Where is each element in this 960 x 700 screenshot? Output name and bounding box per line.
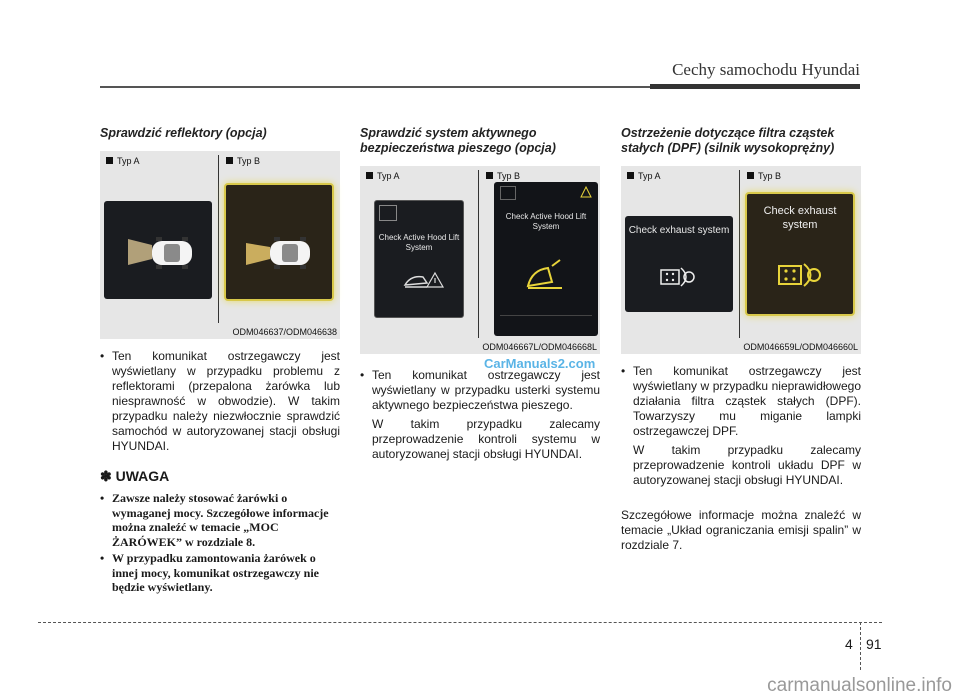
section-title: Sprawdzić system aktywnego bezpieczeństwa pieszego (opcja) [360, 126, 556, 155]
figure-headlights [100, 151, 340, 339]
display-type-a [374, 200, 464, 318]
display-message: Check Active Hood Lift System [378, 233, 460, 252]
display-message: Check exhaust system [628, 225, 730, 236]
figure-label-a: Typ A [366, 171, 400, 181]
paragraph: W takim przypadku zalecamy przeprowadzenie kontroli systemu w autoryzowanej stacji obsługi HYUNDAI. [372, 417, 600, 461]
warning-triangle-icon [580, 186, 592, 198]
header-title: Cechy samochodu Hyundai [672, 60, 860, 79]
section-title: Ostrzeżenie dotyczące filtra cząstek stałych (DPF) (silnik wysokoprężny) [621, 126, 835, 155]
reference-paragraph: Szczegółowe informacje można znaleźć w temacie „Układ ograniczania emisji spalin” w rozdziale 7. [621, 508, 861, 552]
figure-label-a: Typ A [106, 156, 140, 166]
figure-code: ODM046637/ODM046638 [232, 327, 337, 337]
hood-lift-icon [524, 258, 568, 292]
paragraph: W takim przypadku zalecamy przeprowadzenie kontroli układu DPF w autoryzowanej stacji obsługi HYUNDAI. [633, 443, 861, 487]
watermark: CarManuals2.com [484, 356, 596, 371]
display-type-a [625, 216, 733, 312]
display-message: Check Active Hood Lift System [505, 212, 587, 231]
section-headlights [100, 126, 340, 597]
figure-label-b: Typ B [226, 156, 260, 166]
bullet-item: • Ten komunikat ostrzegawczy jest wyświetlany w przypadku usterki systemu aktywnego bezpieczeństwa pieszego. [360, 368, 600, 412]
page-number: 91 [866, 636, 882, 652]
figure-label-b: Typ B [747, 171, 781, 181]
display-type-b [494, 182, 598, 336]
bullet-item: • Ten komunikat ostrzegawczy jest wyświetlany w przypadku problemu z reflektorami (przepalona żarówka lub niesprawność w obwodzie). W takim przypadku należy niezwłocznie sprawdzić samochód w autoryzowanej stacji obsługi HYUNDAI. [100, 349, 340, 453]
footer-rule [38, 622, 882, 623]
caution-list [100, 491, 340, 595]
figure-code: ODM046659L/ODM046660L [743, 342, 858, 352]
dpf-icon [659, 262, 699, 292]
display-line [500, 315, 592, 316]
headlight-car-icon [226, 185, 332, 299]
figure-divider [739, 170, 740, 338]
caution-item: • W przypadku zamontowania żarówek o innej mocy, komunikat ostrzegawczy nie będzie wyświetlany. [100, 551, 319, 594]
section-hood-lift [360, 126, 600, 462]
caution-item: • Zawsze należy stosować żarówki o wymaganej mocy. Szczegółowe informacje można znaleźć w temacie „MOC ŻARÓWEK” w rozdziale 8. [100, 491, 329, 549]
display-box [500, 186, 516, 200]
chapter-number: 4 [845, 636, 853, 652]
display-message: Check exhaust system [763, 205, 837, 231]
headlight-car-icon [104, 201, 212, 299]
display-box [379, 205, 397, 221]
figure-label-a: Typ A [627, 171, 661, 181]
dpf-icon [777, 256, 825, 294]
figure-dpf [621, 166, 861, 354]
figure-code: ODM046667L/ODM046668L [482, 342, 597, 352]
site-watermark: carmanualsonline.info [767, 675, 952, 696]
header-rule-accent [650, 84, 860, 89]
figure-divider [478, 170, 479, 338]
figure-label-b: Typ B [486, 171, 520, 181]
bullet-item: • Ten komunikat ostrzegawczy jest wyświetlany w przypadku nieprawidłowego działania filtra cząstek stałych (DPF). Towarzyszy mu miganie lampki ostrzegawczej DPF. [621, 364, 861, 438]
display-type-a [104, 201, 212, 299]
figure-divider [218, 155, 219, 323]
figure-hood-lift [360, 166, 600, 354]
section-dpf [621, 126, 861, 553]
hood-lift-icon [401, 269, 445, 291]
section-title: Sprawdzić reflektory (opcja) [100, 126, 267, 140]
display-type-b [224, 183, 334, 301]
display-type-b [745, 192, 855, 316]
caution-title: ✽ UWAGA [100, 468, 170, 484]
footer-divider [860, 622, 861, 670]
